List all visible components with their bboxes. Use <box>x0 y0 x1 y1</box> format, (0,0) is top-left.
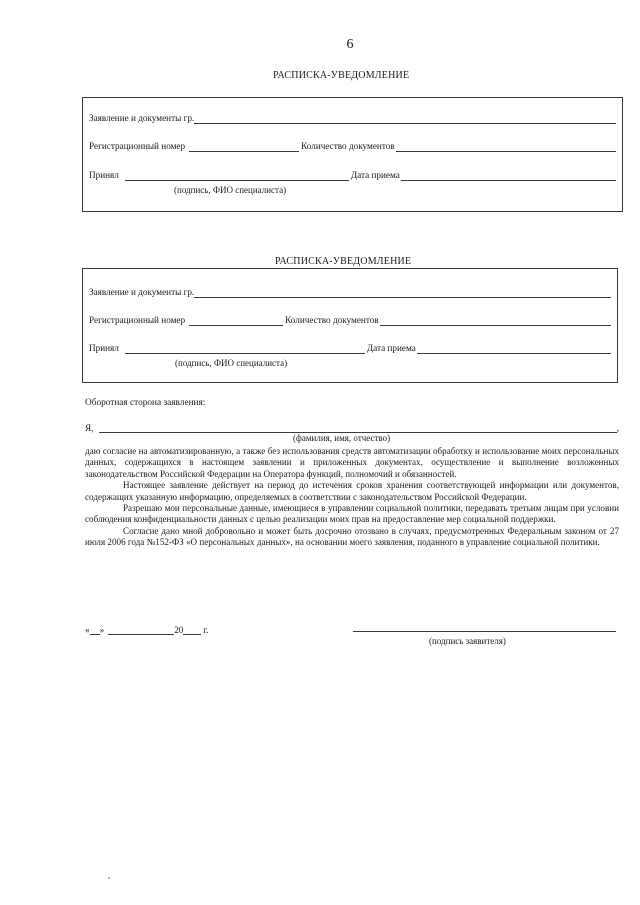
receipt-1-accepted-line[interactable] <box>125 171 349 181</box>
scan-speck <box>108 877 110 879</box>
receipt-1-docs-row <box>89 113 616 124</box>
date-month-line[interactable] <box>108 625 174 635</box>
receipt-2-docs-label: Заявление и документы гр. <box>89 287 195 297</box>
receipt-2-reg-label: Регистрационный номер <box>89 315 186 325</box>
page-number: 6 <box>346 37 354 52</box>
receipt-1-reg-line[interactable] <box>189 142 299 152</box>
receipt-1-date-label: Дата приема <box>350 170 400 180</box>
receipt-1-date-line[interactable] <box>401 171 616 181</box>
receipt-2-date-label: Дата приема <box>366 343 416 353</box>
receipt-2-title: РАСПИСКА-УВЕДОМЛЕНИЕ <box>275 256 412 267</box>
consent-paragraph-3: Разрешаю мои персональные данные, имеющиеся в управлении социальной политики, передавать третьим лицам при условии соблюдения конфиденциальности данных с целью реализации моих прав на предоставление мер социальной поддержки. <box>85 503 619 525</box>
receipt-1-accepted-label: Принял <box>89 170 119 180</box>
receipt-1-docs-label: Заявление и документы гр. <box>89 113 195 123</box>
ya-end-comma: , <box>616 423 619 433</box>
receipt-1-signature-caption: (подпись, ФИО специалиста) <box>174 185 287 195</box>
receipt-2-accepted-label: Принял <box>89 343 119 353</box>
reverse-heading: Оборотная сторона заявления: <box>85 398 206 408</box>
applicant-signature-caption: (подпись заявителя) <box>429 636 506 646</box>
consent-paragraph-1: даю согласие на автоматизированную, а также без использования средств автоматизации обработку и использование моих персональных данных, содержащихся в настоящем заявлении и приложенных документах, осуществление и выполнение возложенных законодательством Российской Федерации на Оператора функций, полномочий и обязанностей. <box>85 446 619 479</box>
receipt-2-accepted-line[interactable] <box>125 344 365 354</box>
date-row <box>85 625 208 635</box>
date-year-line[interactable] <box>183 625 201 635</box>
consent-text <box>85 446 619 549</box>
applicant-signature-line[interactable] <box>353 621 616 632</box>
consent-paragraph-4: Согласие дано мной добровольно и может быть досрочно отозвано в случаях, предусмотренных Федеральным законом от 27 июля 2006 года №152-ФЗ «О персональных данных», на основании моего заявления, поданного в управление социальной политики. <box>85 525 619 548</box>
receipt-2-accepted-row <box>89 343 611 354</box>
receipt-1-reg-label: Регистрационный номер <box>89 141 186 151</box>
date-year-suffix: г. <box>203 625 209 635</box>
receipt-2-reg-row <box>89 315 611 326</box>
receipt-1-accepted-row <box>89 170 616 181</box>
receipt-2-reg-line[interactable] <box>189 316 283 326</box>
receipt-2-count-line[interactable] <box>380 316 611 326</box>
date-open-quote: « <box>85 625 90 635</box>
receipt-2-docs-row <box>89 287 611 298</box>
date-year-prefix: 20 <box>174 625 184 635</box>
ya-label: Я, <box>85 423 94 433</box>
receipt-1-box <box>82 97 623 212</box>
name-caption: (фамилия, имя, отчество) <box>293 433 391 443</box>
receipt-2-signature-caption: (подпись, ФИО специалиста) <box>175 358 288 368</box>
receipt-1-title: РАСПИСКА-УВЕДОМЛЕНИЕ <box>273 70 410 81</box>
receipt-2-date-line[interactable] <box>417 344 611 354</box>
consent-name-row <box>85 423 619 433</box>
receipt-2-docs-line[interactable] <box>194 288 611 298</box>
date-close-quote: » <box>99 625 105 635</box>
receipt-1-reg-row <box>89 141 616 152</box>
consent-paragraph-2: Настоящее заявление действует на период до истечения сроков хранения соответствующей информации или документов, содержащих указанную информацию, определяемых в соответствии с законодательством Российской Федерации. <box>85 480 619 502</box>
receipt-2-count-label: Количество документов <box>285 315 379 325</box>
receipt-1-docs-line[interactable] <box>194 114 616 124</box>
receipt-1-count-line[interactable] <box>396 142 616 152</box>
receipt-2-box <box>82 268 618 383</box>
date-day-line[interactable] <box>90 625 100 635</box>
receipt-1-count-label: Количество документов <box>301 141 395 151</box>
consent-name-line[interactable] <box>99 423 616 433</box>
